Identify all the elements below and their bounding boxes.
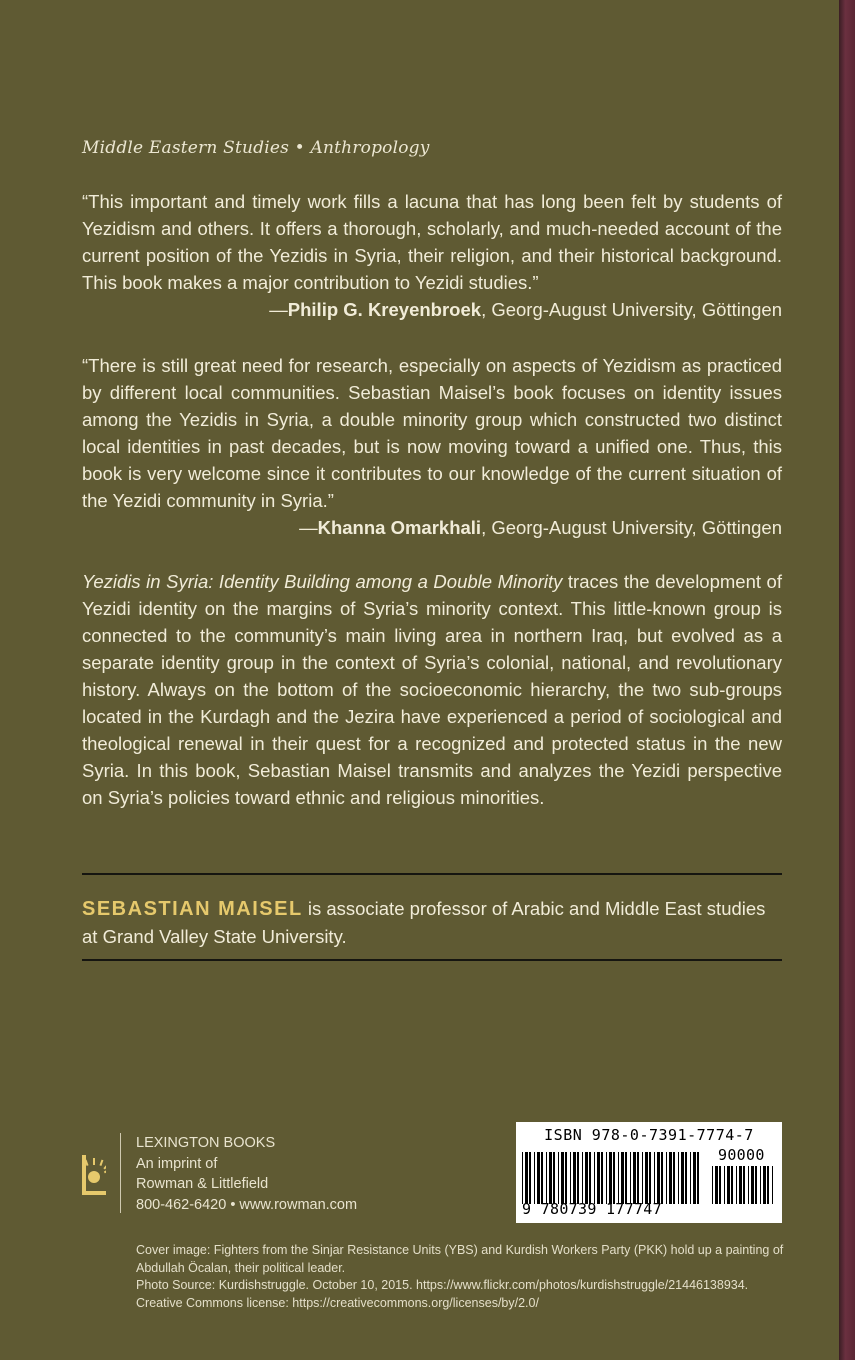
barcode-bar [553,1152,555,1204]
publisher-name: LEXINGTON BOOKS [136,1135,276,1151]
barcode-bar [541,1152,543,1204]
barcode-bar [558,1152,559,1204]
barcode-bar [609,1152,612,1204]
barcode-bar [577,1152,579,1204]
barcode-bar [534,1152,535,1204]
barcode-bar [630,1152,631,1204]
category-line: Middle Eastern Studies • Anthropology [82,138,430,158]
publisher-block [82,1133,412,1213]
isbn-number: ISBN 978-0-7391-7774-7 [544,1126,754,1144]
author-bio [82,873,782,961]
barcode-bar [678,1152,679,1204]
barcode-bar [613,1152,615,1204]
publisher-text [136,1133,357,1215]
barcode-bar [525,1152,528,1204]
barcode-bar [673,1152,675,1204]
barcode-bar [724,1166,725,1204]
barcode-bar [755,1166,757,1204]
barcode-bar [736,1166,737,1204]
publisher-contact: 800-462-6420 • www.rowman.com [136,1196,358,1213]
barcode-bar [633,1152,636,1204]
barcode-bar [565,1152,567,1204]
cover-credits [136,1242,786,1312]
barcode-bar [719,1166,721,1204]
endorser-affiliation: , Georg-August University, Göttingen [481,299,782,320]
endorser-name: Khanna Omarkhali [317,517,482,538]
barcode-bar [537,1152,540,1204]
cover-image-credit: Cover image: Fighters from the Sinjar Resistance Units (YBS) and Kurdish Workers Party (PKK) hold up a painting of Abdullah Öcalan, their political leader. [136,1243,784,1275]
barcode-bar [772,1166,773,1204]
barcode-bar [697,1152,699,1204]
barcode-bar [763,1166,766,1204]
book-description [82,568,782,811]
barcode-bar [582,1152,583,1204]
barcode-bar [546,1152,547,1204]
barcode-bar [529,1152,531,1204]
barcode-bar [760,1166,761,1204]
barcode-bar [690,1152,691,1204]
barcode-bar [573,1152,576,1204]
barcode-bar [621,1152,624,1204]
endorsement-1 [82,188,782,323]
author-name: SEBASTIAN MAISEL [82,898,303,920]
endorsement-1-text: “This important and timely work fills a lacuna that has long been felt by students of Yezidism and others. It offers a thorough, scholarly, and much-needed account of the current position of the Yezidis in Syria, their religion, and their historical background. This book makes a major contribution to Yezidi studies.” [82,191,782,293]
lexington-logo-icon [82,1155,106,1195]
barcode-bar [645,1152,648,1204]
ean-digits: 9 780739 177747 [522,1200,662,1218]
endorser-affiliation: , Georg-August University, Göttingen [481,517,782,538]
barcode-bar [549,1152,552,1204]
barcode-bar [606,1152,607,1204]
barcode-bar [748,1166,749,1204]
barcode-bar [561,1152,564,1204]
barcode-bar [601,1152,603,1204]
barcode-bar [669,1152,672,1204]
barcode-bar [522,1152,523,1204]
barcode-bar [618,1152,619,1204]
spine-edge [839,0,855,1360]
barcode-bar [649,1152,651,1204]
barcode-bar [739,1166,742,1204]
barcode-bar [731,1166,733,1204]
publisher-parent: Rowman & Littlefield [136,1176,269,1192]
isbn-barcode [516,1122,782,1223]
barcode-bar [642,1152,643,1204]
barcode-bar [685,1152,687,1204]
barcode-bar [661,1152,663,1204]
barcode-bar [681,1152,684,1204]
ean-barcode-bars [522,1152,702,1204]
addon-barcode-bars [712,1166,776,1204]
barcode-bar [585,1152,588,1204]
endorsement-2-attribution [82,514,782,541]
attribution-dash: — [269,299,288,320]
photo-source-credit: Photo Source: Kurdishstruggle. October 10, 2015. https://www.flickr.com/photos/kurdishstruggle/21446138934. Creative Commons license: https://creativecommons.org/licenses/by/2.0/ [136,1278,749,1310]
barcode-bar [727,1166,730,1204]
barcode-bar [570,1152,571,1204]
barcode-bar [715,1166,718,1204]
barcode-bar [597,1152,600,1204]
barcode-bar [666,1152,667,1204]
description-body: traces the development of Yezidi identity on the margins of Syria’s minority context. This little-known group is connected to the community’s main living area in northern Iraq, but evolved as a separate identity group in the context of Syria’s colonial, national, and revolutionary history. Always on the bottom of the socioeconomic hierarchy, the two sub-groups located in the Kurdagh and the Jezira have experienced a period of sociological and theological renewal in their quest for a recognized and protected status in the new Syria. In this book, Sebastian Maisel transmits and analyzes the Yezidi perspective on Syria’s policies toward ethnic and religious minorities. [82,571,782,808]
publisher-imprint: An imprint of [136,1155,218,1172]
barcode-bar [654,1152,655,1204]
author-bio-text: is associate professor of Arabic and Middle East studies at Grand Valley State University. [82,898,766,947]
barcode-bar [712,1166,713,1204]
endorsement-2-text: “There is still great need for research, especially on aspects of Yezidism as practiced by different local communities. Sebastian Maisel’s book focuses on identity issues among the Yezidis in Syria, a double minority group which constructed two distinct local identities in past decades, but is now moving toward a unified one. Thus, this book is very welcome since it contributes to our knowledge of the current situation of the Yezidi community in Syria.” [82,355,782,511]
addon-digits: 90000 [718,1146,765,1164]
barcode-bar [625,1152,627,1204]
endorser-name: Philip G. Kreyenbroek [287,299,482,320]
barcode-bar [743,1166,745,1204]
barcode-bar [594,1152,595,1204]
endorsement-2 [82,352,782,541]
barcode-bar [589,1152,591,1204]
attribution-dash: — [299,517,318,538]
endorsement-1-attribution [82,296,782,323]
barcode-bar [693,1152,696,1204]
barcode-bar [751,1166,754,1204]
barcode-bar [767,1166,769,1204]
publisher-divider [120,1133,121,1213]
barcode-bar [657,1152,660,1204]
book-title: Yezidis in Syria: Identity Building among a Double Minority [82,571,563,592]
barcode-bar [637,1152,639,1204]
